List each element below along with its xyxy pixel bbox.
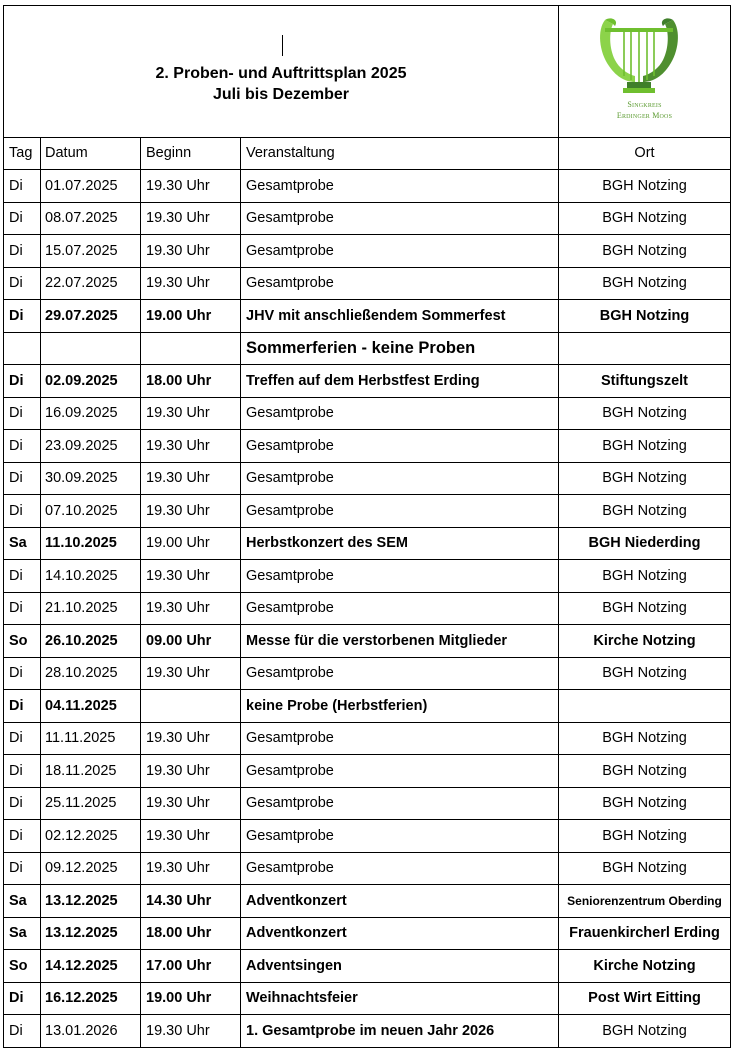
column-header-row bbox=[4, 138, 731, 170]
cell-veranstaltung: Weihnachtsfeier bbox=[241, 982, 559, 1015]
cell-tag: Di bbox=[4, 560, 41, 593]
cell-veranstaltung: Gesamtprobe bbox=[241, 170, 559, 203]
cell-tag: Di bbox=[4, 1015, 41, 1048]
logo-text-line-2: Erdinger Moos bbox=[616, 111, 673, 120]
cell-ort: BGH Notzing bbox=[559, 820, 731, 853]
table-row bbox=[4, 1015, 731, 1048]
table-row bbox=[4, 722, 731, 755]
cell-tag: Di bbox=[4, 592, 41, 625]
table-row bbox=[4, 170, 731, 203]
cell-datum: 11.10.2025 bbox=[41, 527, 141, 560]
cell-datum: 29.07.2025 bbox=[41, 300, 141, 333]
schedule-document bbox=[3, 5, 730, 1044]
cell-tag: Di bbox=[4, 787, 41, 820]
table-row bbox=[4, 690, 731, 723]
cell-ort: BGH Notzing bbox=[559, 267, 731, 300]
cell-tag: Di bbox=[4, 982, 41, 1015]
cell-datum: 16.09.2025 bbox=[41, 397, 141, 430]
cell-tag: Di bbox=[4, 300, 41, 333]
cell-veranstaltung: keine Probe (Herbstferien) bbox=[241, 690, 559, 723]
cell-tag: Di bbox=[4, 397, 41, 430]
table-row bbox=[4, 982, 731, 1015]
cell-ort: Stiftungszelt bbox=[559, 365, 731, 398]
cell-datum: 08.07.2025 bbox=[41, 202, 141, 235]
title-line-2: Juli bis Dezember bbox=[212, 86, 350, 103]
cell-veranstaltung: Gesamtprobe bbox=[241, 820, 559, 853]
column-header-tag: Tag bbox=[4, 138, 41, 170]
cell-veranstaltung: Gesamtprobe bbox=[241, 202, 559, 235]
cell-beginn: 18.00 Uhr bbox=[141, 365, 241, 398]
cell-ort: BGH Notzing bbox=[559, 755, 731, 788]
cell-beginn: 19.30 Uhr bbox=[141, 430, 241, 463]
column-header-veranstaltung: Veranstaltung bbox=[241, 138, 559, 170]
table-row bbox=[4, 657, 731, 690]
cell-beginn: 19.30 Uhr bbox=[141, 787, 241, 820]
cell-ort: BGH Notzing bbox=[559, 657, 731, 690]
cell-veranstaltung: Adventkonzert bbox=[241, 885, 559, 918]
cell-ort: BGH Notzing bbox=[559, 462, 731, 495]
cell-beginn: 19.30 Uhr bbox=[141, 722, 241, 755]
cell-beginn: 19.30 Uhr bbox=[141, 462, 241, 495]
header-row bbox=[4, 6, 731, 138]
table-row bbox=[4, 332, 731, 365]
cell-veranstaltung: Gesamtprobe bbox=[241, 592, 559, 625]
cell-veranstaltung: Gesamtprobe bbox=[241, 787, 559, 820]
cell-ort: Post Wirt Eitting bbox=[559, 982, 731, 1015]
cell-ort: BGH Notzing bbox=[559, 722, 731, 755]
cell-ort: Seniorenzentrum Oberding bbox=[559, 885, 731, 918]
cell-ort: Kirche Notzing bbox=[559, 625, 731, 658]
table-row bbox=[4, 787, 731, 820]
table-row bbox=[4, 397, 731, 430]
cell-datum: 14.10.2025 bbox=[41, 560, 141, 593]
cell-ort: BGH Notzing bbox=[559, 852, 731, 885]
cell-beginn: 19.00 Uhr bbox=[141, 300, 241, 333]
table-row bbox=[4, 820, 731, 853]
cell-beginn bbox=[141, 332, 241, 365]
cell-ort: Frauenkircherl Erding bbox=[559, 917, 731, 950]
cell-datum: 28.10.2025 bbox=[41, 657, 141, 690]
cell-tag: Di bbox=[4, 690, 41, 723]
cell-veranstaltung: Gesamtprobe bbox=[241, 397, 559, 430]
cell-ort: BGH Notzing bbox=[559, 1015, 731, 1048]
cell-beginn: 19.30 Uhr bbox=[141, 495, 241, 528]
table-row bbox=[4, 885, 731, 918]
cell-tag: Di bbox=[4, 267, 41, 300]
cell-ort: BGH Notzing bbox=[559, 235, 731, 268]
cell-ort: BGH Notzing bbox=[559, 430, 731, 463]
table-row bbox=[4, 300, 731, 333]
cell-tag: Sa bbox=[4, 885, 41, 918]
table-row bbox=[4, 235, 731, 268]
cell-datum: 02.12.2025 bbox=[41, 820, 141, 853]
cell-beginn: 19.00 Uhr bbox=[141, 982, 241, 1015]
cell-veranstaltung: Gesamtprobe bbox=[241, 267, 559, 300]
cell-datum bbox=[41, 332, 141, 365]
cell-datum: 01.07.2025 bbox=[41, 170, 141, 203]
cell-datum: 04.11.2025 bbox=[41, 690, 141, 723]
lyre-logo-icon bbox=[597, 16, 681, 98]
cell-veranstaltung: Gesamtprobe bbox=[241, 755, 559, 788]
cell-beginn: 19.30 Uhr bbox=[141, 560, 241, 593]
cell-veranstaltung: Sommerferien - keine Proben bbox=[241, 332, 559, 365]
table-row bbox=[4, 950, 731, 983]
cell-tag: Di bbox=[4, 722, 41, 755]
title-line-1: 2. Proben- und Auftrittsplan 2025 bbox=[155, 65, 407, 82]
column-header-beginn: Beginn bbox=[141, 138, 241, 170]
cell-ort: BGH Notzing bbox=[559, 170, 731, 203]
table-row bbox=[4, 267, 731, 300]
table-row bbox=[4, 365, 731, 398]
cell-tag: Di bbox=[4, 495, 41, 528]
cell-datum: 22.07.2025 bbox=[41, 267, 141, 300]
cell-datum: 25.11.2025 bbox=[41, 787, 141, 820]
title-cell bbox=[4, 6, 559, 138]
cell-datum: 30.09.2025 bbox=[41, 462, 141, 495]
logo-text-line-1: Singkreis bbox=[627, 100, 662, 109]
cell-datum: 16.12.2025 bbox=[41, 982, 141, 1015]
cell-veranstaltung: Gesamtprobe bbox=[241, 722, 559, 755]
cell-tag: So bbox=[4, 625, 41, 658]
cell-ort: BGH Niederding bbox=[559, 527, 731, 560]
cell-tag: Di bbox=[4, 430, 41, 463]
logo-cell bbox=[559, 6, 731, 138]
cell-veranstaltung: 1. Gesamtprobe im neuen Jahr 2026 bbox=[241, 1015, 559, 1048]
cell-beginn: 19.30 Uhr bbox=[141, 397, 241, 430]
cell-beginn: 19.30 Uhr bbox=[141, 592, 241, 625]
logo-text bbox=[559, 99, 730, 121]
table-row bbox=[4, 852, 731, 885]
cell-datum: 13.12.2025 bbox=[41, 917, 141, 950]
cell-ort: BGH Notzing bbox=[559, 397, 731, 430]
cell-datum: 11.11.2025 bbox=[41, 722, 141, 755]
cell-veranstaltung: Herbstkonzert des SEM bbox=[241, 527, 559, 560]
cell-ort: BGH Notzing bbox=[559, 202, 731, 235]
cell-datum: 18.11.2025 bbox=[41, 755, 141, 788]
cell-veranstaltung: JHV mit anschließendem Sommerfest bbox=[241, 300, 559, 333]
cell-tag: Di bbox=[4, 820, 41, 853]
column-header-datum: Datum bbox=[41, 138, 141, 170]
cell-beginn: 19.30 Uhr bbox=[141, 755, 241, 788]
cell-beginn: 14.30 Uhr bbox=[141, 885, 241, 918]
cell-beginn: 19.30 Uhr bbox=[141, 1015, 241, 1048]
table-row bbox=[4, 462, 731, 495]
cell-veranstaltung: Gesamtprobe bbox=[241, 495, 559, 528]
cell-datum: 13.12.2025 bbox=[41, 885, 141, 918]
cell-tag: So bbox=[4, 950, 41, 983]
cell-beginn: 09.00 Uhr bbox=[141, 625, 241, 658]
cell-datum: 14.12.2025 bbox=[41, 950, 141, 983]
cell-tag: Sa bbox=[4, 917, 41, 950]
cell-beginn: 19.30 Uhr bbox=[141, 820, 241, 853]
cell-beginn: 19.30 Uhr bbox=[141, 267, 241, 300]
cell-beginn: 18.00 Uhr bbox=[141, 917, 241, 950]
cell-veranstaltung: Gesamtprobe bbox=[241, 235, 559, 268]
cell-datum: 15.07.2025 bbox=[41, 235, 141, 268]
cell-ort: BGH Notzing bbox=[559, 592, 731, 625]
cell-datum: 21.10.2025 bbox=[41, 592, 141, 625]
cell-beginn: 19.30 Uhr bbox=[141, 852, 241, 885]
table-row bbox=[4, 625, 731, 658]
table-row bbox=[4, 917, 731, 950]
cell-veranstaltung: Gesamtprobe bbox=[241, 462, 559, 495]
cell-tag bbox=[4, 332, 41, 365]
cell-veranstaltung: Gesamtprobe bbox=[241, 430, 559, 463]
cell-veranstaltung: Gesamtprobe bbox=[241, 657, 559, 690]
table-row bbox=[4, 495, 731, 528]
cell-ort: BGH Notzing bbox=[559, 300, 731, 333]
cell-beginn bbox=[141, 690, 241, 723]
cell-datum: 23.09.2025 bbox=[41, 430, 141, 463]
table-row bbox=[4, 527, 731, 560]
cell-tag: Di bbox=[4, 202, 41, 235]
cell-tag: Di bbox=[4, 235, 41, 268]
cell-beginn: 19.00 Uhr bbox=[141, 527, 241, 560]
cell-beginn: 17.00 Uhr bbox=[141, 950, 241, 983]
cell-ort bbox=[559, 690, 731, 723]
cell-tag: Di bbox=[4, 170, 41, 203]
cell-tag: Di bbox=[4, 852, 41, 885]
table-row bbox=[4, 202, 731, 235]
table-row bbox=[4, 560, 731, 593]
cell-datum: 09.12.2025 bbox=[41, 852, 141, 885]
cell-datum: 26.10.2025 bbox=[41, 625, 141, 658]
table-row bbox=[4, 592, 731, 625]
cell-tag: Di bbox=[4, 657, 41, 690]
cell-veranstaltung: Treffen auf dem Herbstfest Erding bbox=[241, 365, 559, 398]
cell-datum: 07.10.2025 bbox=[41, 495, 141, 528]
cell-tag: Di bbox=[4, 365, 41, 398]
cell-datum: 13.01.2026 bbox=[41, 1015, 141, 1048]
cell-beginn: 19.30 Uhr bbox=[141, 235, 241, 268]
cell-beginn: 19.30 Uhr bbox=[141, 170, 241, 203]
cell-tag: Di bbox=[4, 755, 41, 788]
cell-beginn: 19.30 Uhr bbox=[141, 657, 241, 690]
page-title bbox=[4, 63, 558, 105]
schedule-table bbox=[3, 5, 731, 1048]
cell-ort: BGH Notzing bbox=[559, 560, 731, 593]
cell-veranstaltung: Adventsingen bbox=[241, 950, 559, 983]
cell-veranstaltung: Adventkonzert bbox=[241, 917, 559, 950]
table-row bbox=[4, 755, 731, 788]
cell-beginn: 19.30 Uhr bbox=[141, 202, 241, 235]
cell-datum: 02.09.2025 bbox=[41, 365, 141, 398]
cell-veranstaltung: Gesamtprobe bbox=[241, 852, 559, 885]
cell-tag: Di bbox=[4, 462, 41, 495]
cell-ort bbox=[559, 332, 731, 365]
table-row bbox=[4, 430, 731, 463]
text-cursor bbox=[282, 35, 283, 56]
cell-veranstaltung: Messe für die verstorbenen Mitglieder bbox=[241, 625, 559, 658]
cell-tag: Sa bbox=[4, 527, 41, 560]
cell-veranstaltung: Gesamtprobe bbox=[241, 560, 559, 593]
cell-ort: BGH Notzing bbox=[559, 787, 731, 820]
column-header-ort: Ort bbox=[559, 138, 731, 170]
cell-ort: BGH Notzing bbox=[559, 495, 731, 528]
cell-ort: Kirche Notzing bbox=[559, 950, 731, 983]
